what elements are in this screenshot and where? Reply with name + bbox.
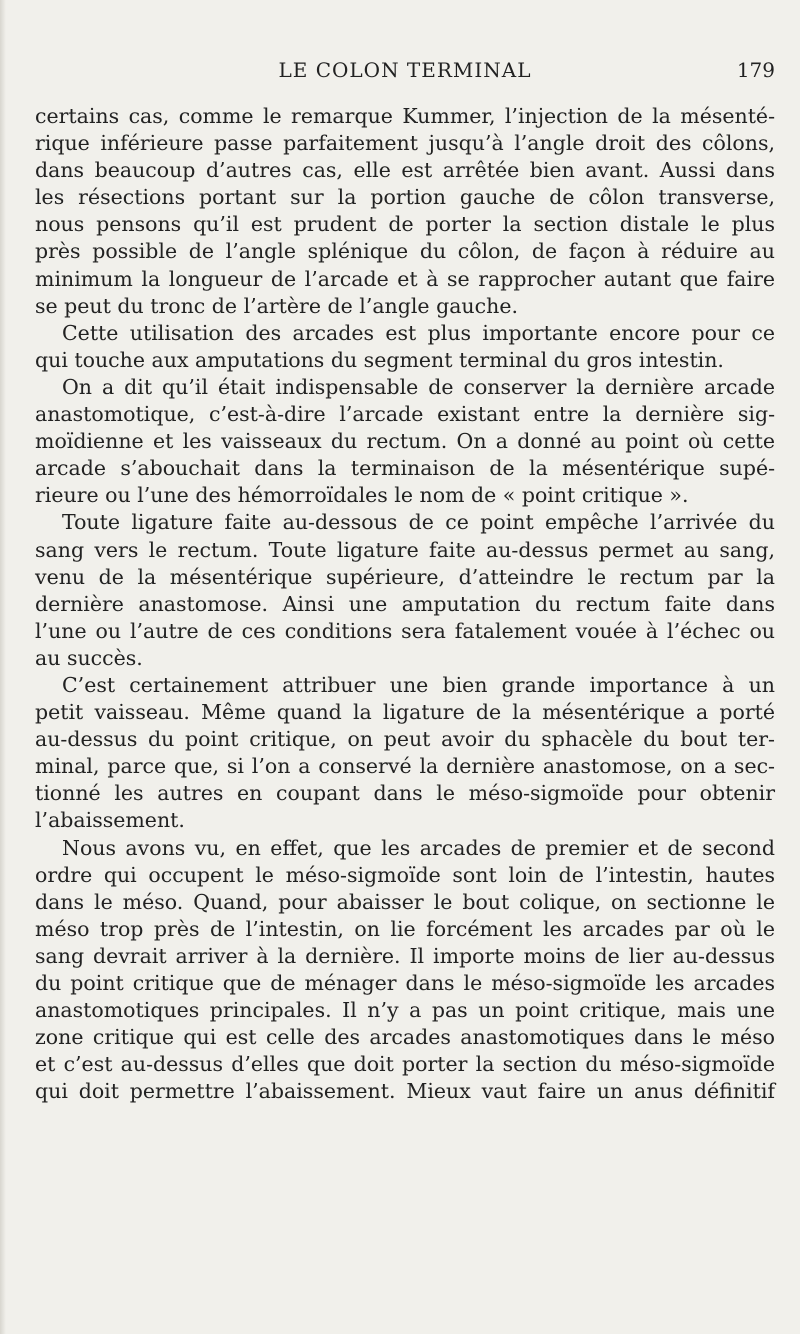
text-line: arcade s’abouchait dans la terminaison de la mésentérique supé- [35,456,775,481]
text-line: moïdienne et les vaisseaux du rectum. On a donné au point où cette [35,429,775,454]
text-line: anastomotiques principales. Il n’y a pas un point critique, mais une [35,998,775,1023]
text-line: dernière anastomose. Ainsi une amputation du rectum faite dans [35,591,775,616]
page-edge-shadow [0,0,6,1334]
text-line: Cette utilisation des arcades est plus importante encore pour ce [62,320,775,345]
text-line: sang vers le rectum. Toute ligature faite au-dessus permet au sang, [35,537,775,562]
text-line: du point critique que de ménager dans le méso-sigmoïde les arcades [35,971,775,995]
text-line: venu de la mésentérique supérieure, d’atteindre le rectum par la [35,564,775,589]
body-text [35,103,775,1105]
text-line: anastomotique, c’est-à-dire l’arcade existant entre la dernière sig- [35,402,775,427]
text-line: petit vaisseau. Même quand la ligature de la mésentérique a porté [35,700,775,725]
text-line: minimum la longueur de l’arcade et à se rapprocher autant que faire [35,266,775,291]
page-number: 179 [736,58,775,82]
text-line: On a dit qu’il était indispensable de conserver la dernière arcade [62,374,775,399]
text-line: rieure ou l’une des hémorroïdales le nom de « point critique ». [35,483,689,508]
text-line: minal, parce que, si l’on a conservé la dernière anastomose, on a sec- [35,754,775,779]
text-line: Toute ligature faite au-dessous de ce point empêche l’arrivée du [62,510,775,535]
text-line: au succès. [35,645,143,670]
text-line: zone critique qui est celle des arcades anastomotiques dans le méso [35,1025,775,1050]
running-title: LE COLON TERMINAL [278,58,532,82]
text-line: près possible de l’angle splénique du côlon, de façon à réduire au [35,239,775,264]
text-line: qui doit permettre l’abaissement. Mieux vaut faire un anus définitif [35,1079,775,1104]
text-line: dans le méso. Quand, pour abaisser le bout colique, on sectionne le [35,889,775,914]
text-line: dans beaucoup d’autres cas, elle est arrêtée bien avant. Aussi dans [35,158,775,183]
text-line: l’abaissement. [35,808,185,833]
text-line: et c’est au-dessus d’elles que doit porter la section du méso-sigmoïde [35,1052,775,1077]
text-line: tionné les autres en coupant dans le méso-sigmoïde pour obtenir [35,781,775,806]
text-line: rique inférieure passe parfaitement jusqu’à l’angle droit des côlons, [35,131,775,156]
text-line: ordre qui occupent le méso-sigmoïde sont loin de l’intestin, hautes [35,862,775,887]
page-header [35,58,775,88]
text-line: nous pensons qu’il est prudent de porter la section distale le plus [35,212,775,237]
text-line: méso trop près de l’intestin, on lie forcément les arcades par où le [35,916,775,941]
text-line: sang devrait arriver à la dernière. Il importe moins de lier au-dessus [35,943,775,968]
text-line: au-dessus du point critique, on peut avoir du sphacèle du bout ter- [35,727,775,752]
text-line: qui touche aux amputations du segment terminal du gros intestin. [35,347,724,372]
text-line: se peut du tronc de l’artère de l’angle gauche. [35,293,518,318]
text-line: certains cas, comme le remarque Kummer, l’injection de la mésenté- [35,104,775,128]
text-line: C’est certainement attribuer une bien grande importance à un [62,672,775,697]
text-line: l’une ou l’autre de ces conditions sera fatalement vouée à l’échec ou [35,618,775,643]
text-line: les résections portant sur la portion gauche de côlon transverse, [35,185,775,210]
text-line: Nous avons vu, en effet, que les arcades de premier et de second [62,835,775,860]
